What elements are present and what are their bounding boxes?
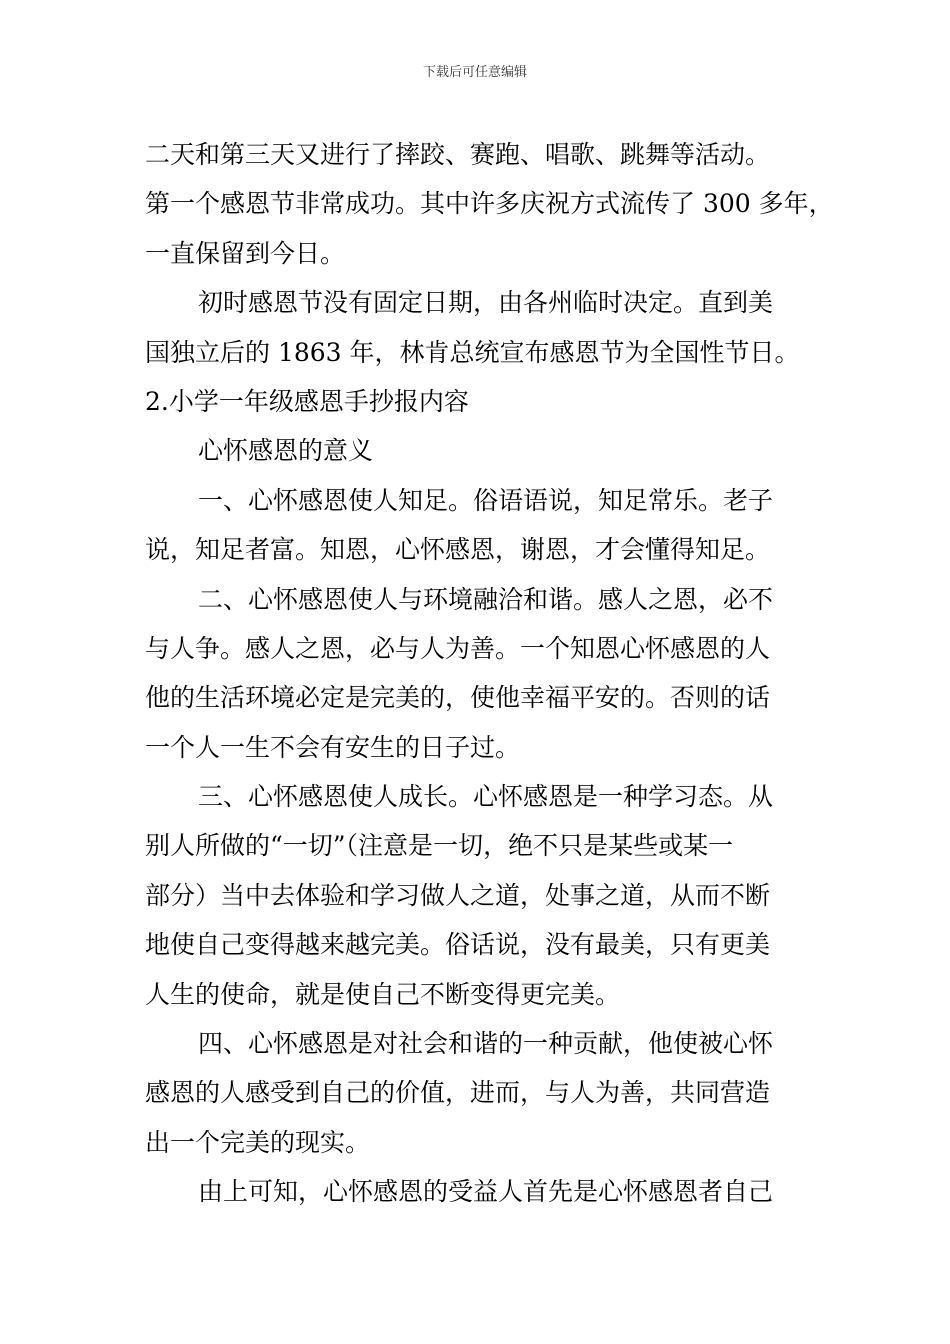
- text-line: 第一个感恩节非常成功。其中许多庆祝方式流传了 300 多年，: [145, 189, 834, 219]
- text-line: 与人争。感人之恩，必与人为善。一个知恩心怀感恩的人: [145, 633, 771, 663]
- page-header: 下载后可任意编辑: [422, 65, 527, 80]
- text-line: 别人所做的“一切”（注意是一切，绝不只是某些或某一: [145, 831, 734, 861]
- text-line: 部分）当中去体验和学习做人之道，处事之道，从而不断: [145, 880, 771, 910]
- text-line: 人生的使命，就是使自己不断变得更完美。: [145, 979, 621, 1009]
- text-line: 一直保留到今日。: [145, 238, 346, 268]
- paragraph-start-line: 二、心怀感恩使人与环境融洽和谐。感人之恩，必不: [198, 584, 774, 614]
- section-heading: 2.小学一年级感恩手抄报内容: [145, 386, 469, 416]
- paragraph-start-line: 由上可知，心怀感恩的受益人首先是心怀感恩者自己: [198, 1177, 774, 1207]
- paragraph-start-line: 三、心怀感恩使人成长。心怀感恩是一种学习态。从: [198, 782, 774, 812]
- text-line: 一个人一生不会有安生的日子过。: [145, 732, 521, 762]
- text-line: 出一个完美的现实。: [145, 1127, 371, 1157]
- paragraph-start-line: 一、心怀感恩使人知足。俗语语说，知足常乐。老子: [198, 485, 774, 515]
- text-line: 二天和第三天又进行了摔跤、赛跑、唱歌、跳舞等活动。: [145, 140, 771, 169]
- text-line: 说，知足者富。知恩，心怀感恩，谢恩，才会懂得知足。: [145, 535, 771, 565]
- text-line: 感恩的人感受到自己的价值，进而，与人为善，共同营造: [145, 1078, 771, 1108]
- text-line: 他的生活环境必定是完美的，使他幸福平安的。否则的话: [145, 683, 771, 713]
- subsection-title: 心怀感恩的意义: [198, 436, 374, 466]
- document-body: [145, 130, 834, 1217]
- paragraph-start-line: 初时感恩节没有固定日期，由各州临时决定。直到美: [198, 288, 774, 318]
- text-line: 地使自己变得越来越完美。俗话说，没有最美，只有更美: [145, 930, 771, 960]
- paragraph-start-line: 四、心怀感恩是对社会和谐的一种贡献，他使被心怀: [198, 1029, 774, 1059]
- text-line: 国独立后的 1863 年，林肯总统宣布感恩节为全国性节日。: [145, 337, 800, 367]
